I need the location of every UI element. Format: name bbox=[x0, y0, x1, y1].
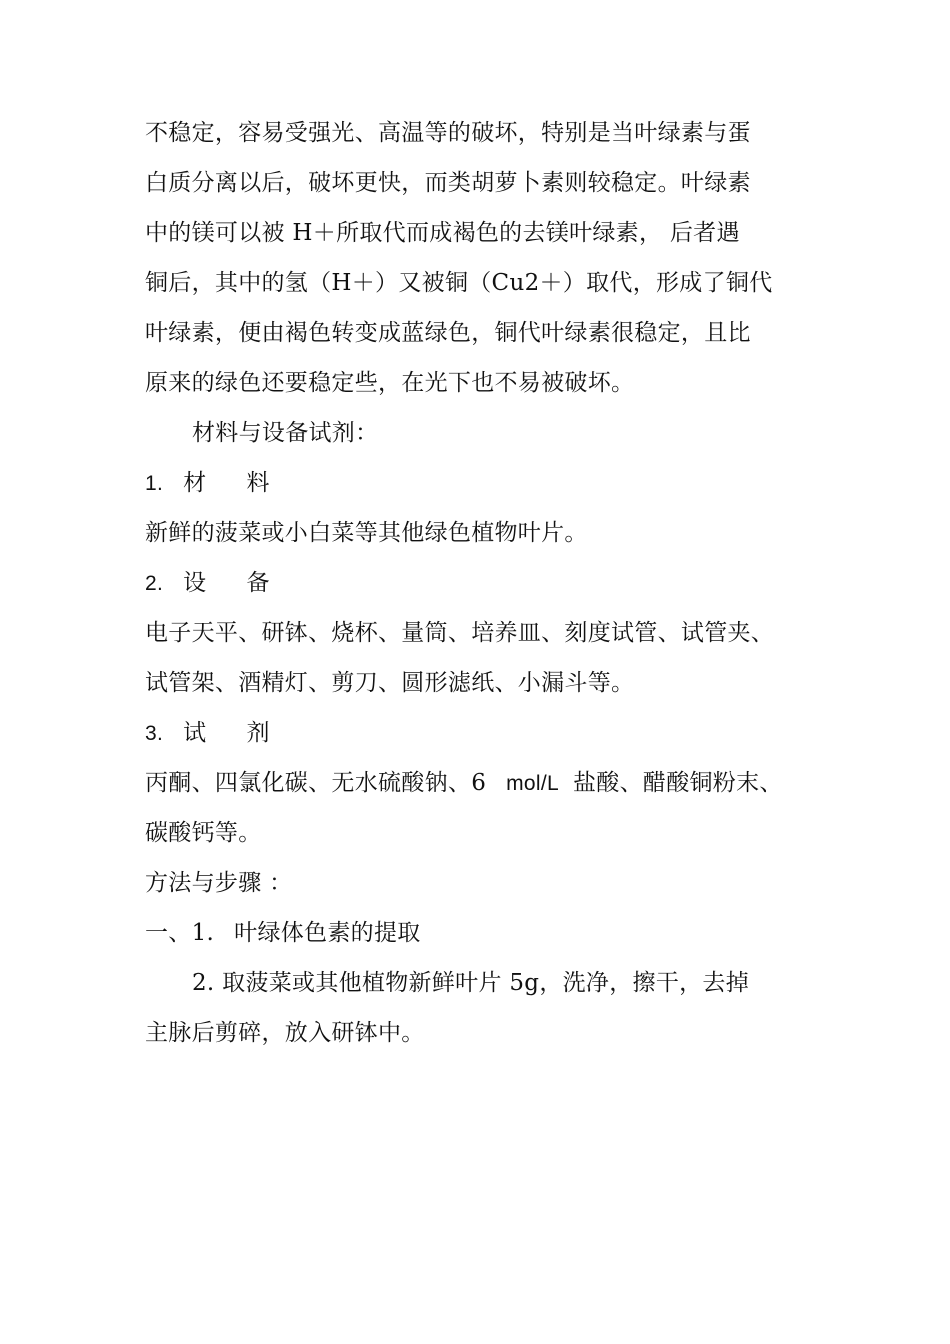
reagents-part-c: 盐酸、醋酸铜粉末、 bbox=[573, 770, 783, 796]
section-3-title-a: 试 bbox=[183, 720, 207, 746]
methods-heading: 方法与步骤 ： bbox=[145, 870, 293, 896]
step-2-line-2: 主脉后剪碎，放入研钵中。 bbox=[145, 1020, 425, 1046]
section-3-body-line-1 bbox=[145, 758, 815, 808]
paragraph-line-4: 铜后，其中的氢（H＋）又被铜（Cu2＋）取代，形成了铜代 bbox=[145, 270, 773, 296]
materials-heading: 材料与设备试剂： bbox=[192, 420, 379, 446]
section-2-body-line-1: 电子天平、研钵、烧杯、量筒、培养皿、刻度试管、试管夹、 bbox=[145, 620, 775, 646]
section-3-heading bbox=[145, 708, 815, 758]
reagents-unit: mol/L bbox=[506, 772, 559, 795]
section-2-title-a: 设 bbox=[183, 570, 207, 596]
paragraph-line-3: 中的镁可以被 H＋所取代而成褐色的去镁叶绿素， 后者遇 bbox=[145, 220, 740, 246]
section-1-title-b: 料 bbox=[246, 470, 270, 496]
section-2-heading bbox=[145, 558, 815, 608]
section-3-number: 3. bbox=[145, 722, 164, 745]
section-2-number: 2. bbox=[145, 572, 164, 595]
paragraph-line-1: 不稳定，容易受强光、高温等的破坏，特别是当叶绿素与蛋 bbox=[145, 120, 751, 146]
section-1-number: 1. bbox=[145, 472, 164, 495]
paragraph-line-6: 原来的绿色还要稳定些，在光下也不易被破坏。 bbox=[145, 370, 635, 396]
paragraph-line-2: 白质分离以后，破坏更快，而类胡萝卜素则较稳定。叶绿素 bbox=[145, 170, 751, 196]
step-1-text: 叶绿体色素的提取 bbox=[234, 920, 421, 946]
section-2-body-line-2: 试管架、酒精灯、剪刀、圆形滤纸、小漏斗等。 bbox=[145, 670, 635, 696]
section-1-heading bbox=[145, 458, 815, 508]
step-1-prefix: 一、1. bbox=[145, 920, 215, 946]
section-1-body: 新鲜的菠菜或小白菜等其他绿色植物叶片。 bbox=[145, 520, 588, 546]
reagents-part-a: 丙酮、四氯化碳、无水硫酸钠、6 bbox=[145, 770, 487, 796]
step-2-line-1: 2. 取菠菜或其他植物新鲜叶片 5g，洗净，擦干，去掉 bbox=[192, 970, 750, 996]
section-3-body-line-2: 碳酸钙等。 bbox=[145, 820, 262, 846]
section-1-title-a: 材 bbox=[183, 470, 207, 496]
section-3-title-b: 剂 bbox=[246, 720, 270, 746]
step-1-line bbox=[145, 908, 815, 958]
section-2-title-b: 备 bbox=[246, 570, 270, 596]
paragraph-line-5: 叶绿素，便由褐色转变成蓝绿色，铜代叶绿素很稳定，且比 bbox=[145, 320, 751, 346]
